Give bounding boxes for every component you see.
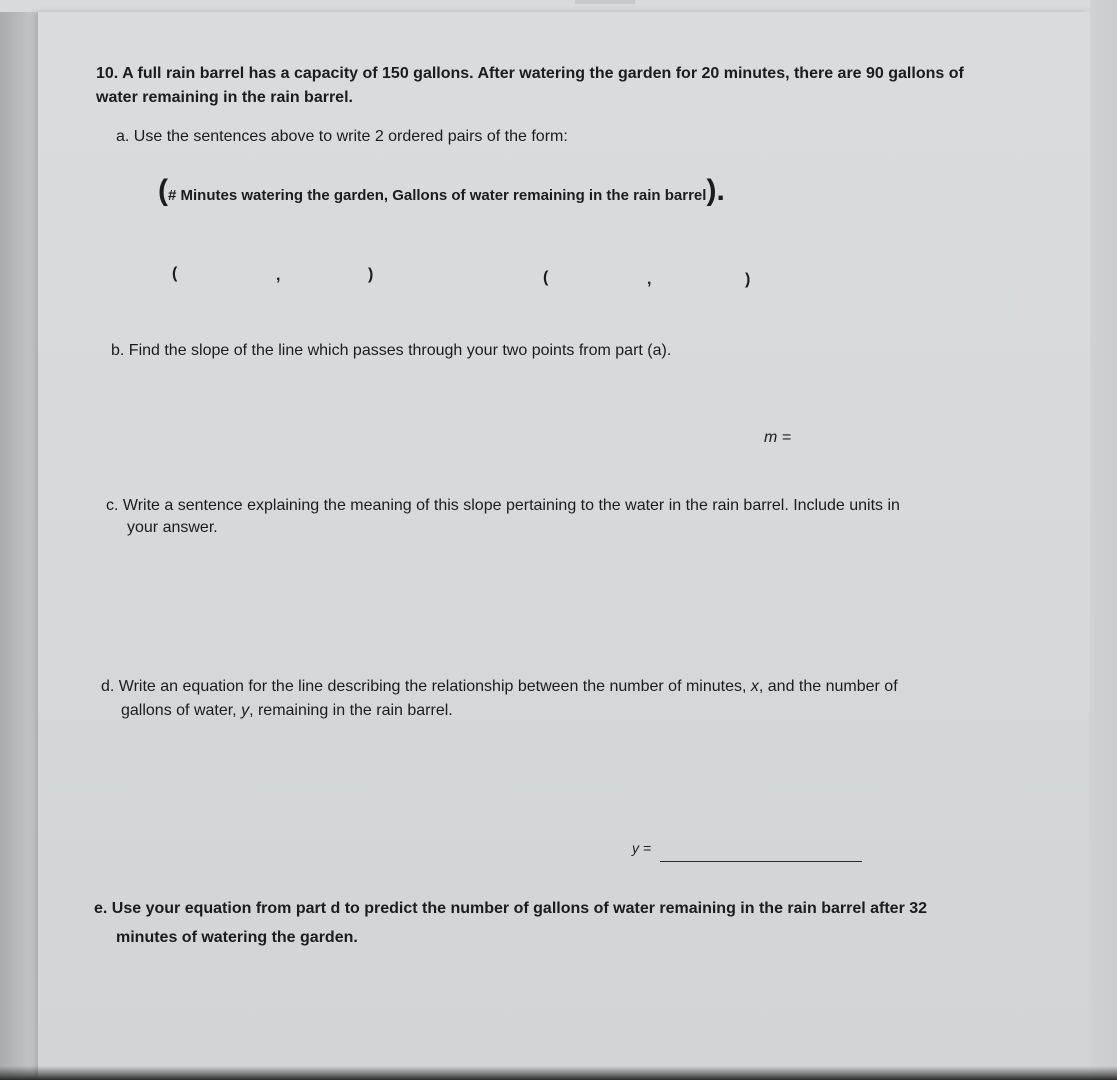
form-open-paren: (	[158, 174, 168, 207]
bottom-shadow	[0, 1066, 1117, 1080]
part-e-line-2: minutes of watering the garden.	[116, 929, 358, 946]
equation-answer-prefix: y =	[632, 840, 652, 856]
part-d-line-2	[121, 699, 453, 723]
form-close-paren: ).	[706, 174, 725, 207]
right-edge	[1090, 0, 1117, 1080]
slope-answer-prefix: m =	[764, 429, 792, 446]
pair1-open: (	[172, 265, 178, 282]
part-c-line-1: c. Write a sentence explaining the meaning of this slope pertaining to the water in the rain barrel. Include units in	[106, 497, 900, 514]
question-line-1: 10. A full rain barrel has a capacity of 150 gallons. After watering the garden for 20 minutes, there are 90 gallons of	[96, 65, 964, 82]
part-b-label: b. Find the slope of the line which passes through your two points from part (a).	[111, 342, 672, 359]
part-d-line-1	[101, 675, 898, 699]
ordered-pair-form	[158, 176, 725, 208]
part-a-label: a. Use the sentences above to write 2 ordered pairs of the form:	[116, 128, 568, 145]
question-line-2: water remaining in the rain barrel.	[96, 89, 353, 106]
pair2-comma: ,	[647, 271, 652, 288]
part-d-line-1-a: d. Write an equation for the line describing the relationship between the number of minutes,	[101, 678, 751, 695]
var-x: x	[750, 678, 759, 695]
part-c-line-2: your answer.	[127, 519, 218, 536]
pair2-close: )	[745, 271, 751, 288]
pair2-open: (	[543, 269, 549, 286]
pair1-comma: ,	[276, 267, 281, 284]
form-text: # Minutes watering the garden, Gallons of water remaining in the rain barrel	[168, 187, 707, 204]
var-y: y	[241, 702, 250, 719]
top-tab	[575, 0, 635, 4]
pair1-close: )	[368, 266, 374, 283]
part-d-line-1-b: , and the number of	[758, 678, 898, 695]
part-d-line-2-a: gallons of water,	[121, 702, 242, 719]
part-d-line-2-b: , remaining in the rain barrel.	[249, 702, 453, 719]
top-strip	[0, 0, 1117, 12]
equation-answer-line	[660, 861, 862, 862]
part-e-line-1: e. Use your equation from part d to predict the number of gallons of water remaining in the rain barrel after 32	[94, 900, 928, 917]
